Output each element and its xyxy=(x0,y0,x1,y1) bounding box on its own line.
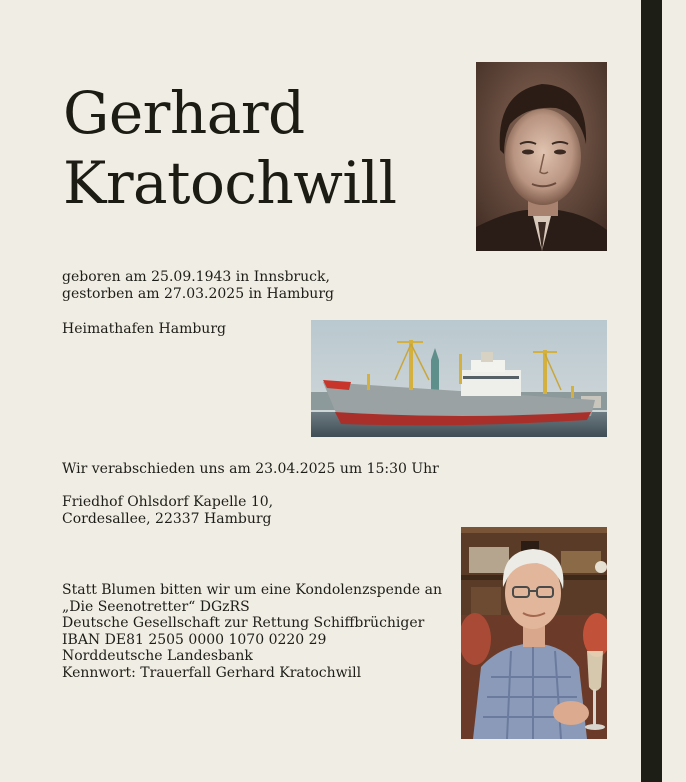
portrait-young-photo xyxy=(476,62,607,251)
farewell-text: Wir verabschieden uns am 23.04.2025 um 15:30 Uhr xyxy=(62,461,439,477)
venue-line-2: Cordesallee, 22337 Hamburg xyxy=(62,510,272,527)
donation-iban: IBAN DE81 2505 0000 1070 0220 29 xyxy=(62,631,327,648)
home-port-text: Heimathafen Hamburg xyxy=(62,321,226,337)
donation-line-3: Deutsche Gesellschaft zur Rettung Schiffbrüchiger xyxy=(62,615,425,631)
donation-line-1: Statt Blumen bitten wir um eine Kondolenzspende an xyxy=(62,582,442,598)
birth-line: geboren am 25.09.1943 in Innsbruck, xyxy=(62,269,330,285)
portrait-old-photo xyxy=(461,527,607,739)
donation-line-2: „Die Seenotretter“ DGzRS xyxy=(62,598,250,615)
life-dates xyxy=(62,269,334,302)
ship-photo xyxy=(311,320,607,437)
donation-info xyxy=(62,582,442,681)
venue-address xyxy=(62,494,273,527)
deceased-name xyxy=(63,78,397,218)
side-border-bar xyxy=(641,0,662,782)
donation-bank: Norddeutsche Landesbank xyxy=(62,648,253,664)
first-name: Gerhard xyxy=(63,79,305,147)
death-line: gestorben am 27.03.2025 in Hamburg xyxy=(62,285,334,302)
donation-keyword: Kennwort: Trauerfall Gerhard Kratochwill xyxy=(62,664,362,681)
last-name: Kratochwill xyxy=(63,149,397,217)
venue-line-1: Friedhof Ohlsdorf Kapelle 10, xyxy=(62,494,274,510)
